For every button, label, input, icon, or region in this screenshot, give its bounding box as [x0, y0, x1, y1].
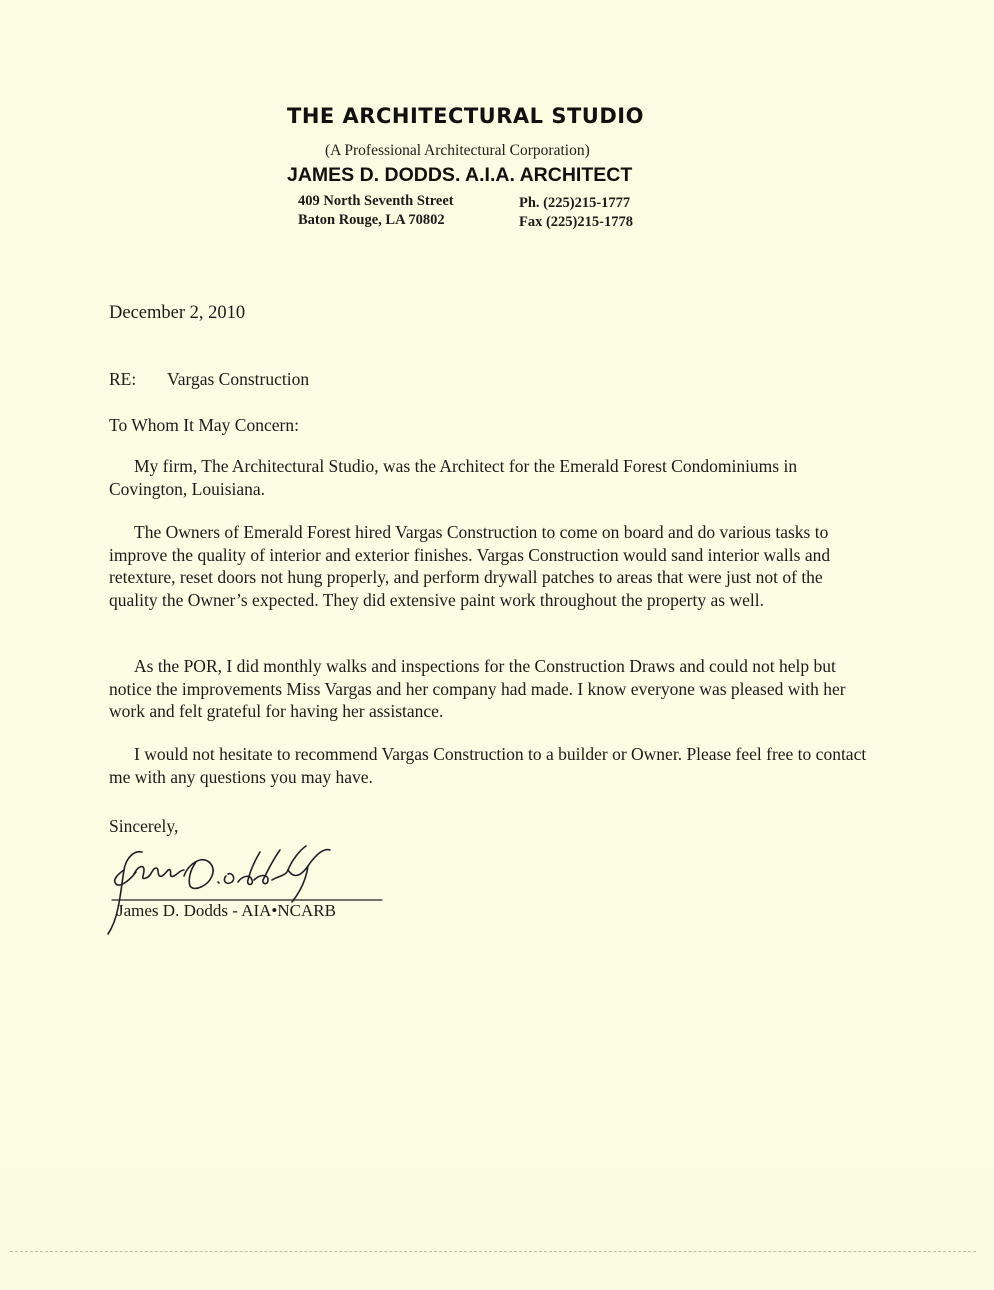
address-line-2: Baton Rouge, LA 70802 — [298, 212, 445, 228]
re-label: RE: — [109, 369, 137, 389]
re-line — [109, 368, 869, 391]
re-subject: Vargas Construction — [167, 369, 310, 389]
scan-edge-line — [10, 1251, 976, 1252]
address-block — [298, 192, 454, 230]
letter-date: December 2, 2010 — [109, 303, 246, 323]
firm-name: THE ARCHITECTURAL STUDIO — [287, 104, 644, 128]
paragraph-3: As the POR, I did monthly walks and inspections for the Construction Draws and could not help but notice the improvements Miss Vargas and her company had made. I know everyone was pleased with her work and felt grateful for having her assistance. — [109, 656, 846, 721]
phone-number: Ph. (225)215-1777 — [519, 195, 631, 211]
paragraph-4: I would not hesitate to recommend Vargas Construction to a builder or Owner. Please feel free to contact me with any questions you may have. — [109, 744, 867, 787]
architect-line: JAMES D. DODDS. A.I.A. ARCHITECT — [287, 164, 633, 186]
paragraph-2: The Owners of Emerald Forest hired Vargas Construction to come on board and do various tasks to improve the quality of interior and exterior finishes. Vargas Construction would sand interior walls and retexture, reset doors not hung properly, and perform drywall patches to areas that were just not of the quality the Owner’s expected. They did extensive paint work throughout the property as well. — [109, 522, 831, 610]
firm-subtitle: (A Professional Architectural Corporation) — [325, 142, 590, 159]
signer-name: James D. Dodds - AIA•NCARB — [117, 901, 336, 920]
closing: Sincerely, — [109, 816, 179, 836]
signature-block — [104, 840, 404, 940]
paragraph-1: My firm, The Architectural Studio, was the Architect for the Emerald Forest Condominiums in Covington, Louisiana. — [109, 456, 798, 499]
phone-block — [519, 194, 633, 232]
handwritten-signature — [104, 840, 404, 940]
fax-number: Fax (225)215-1778 — [519, 214, 633, 230]
greeting: To Whom It May Concern: — [109, 415, 299, 435]
address-line-1: 409 North Seventh Street — [298, 193, 454, 209]
